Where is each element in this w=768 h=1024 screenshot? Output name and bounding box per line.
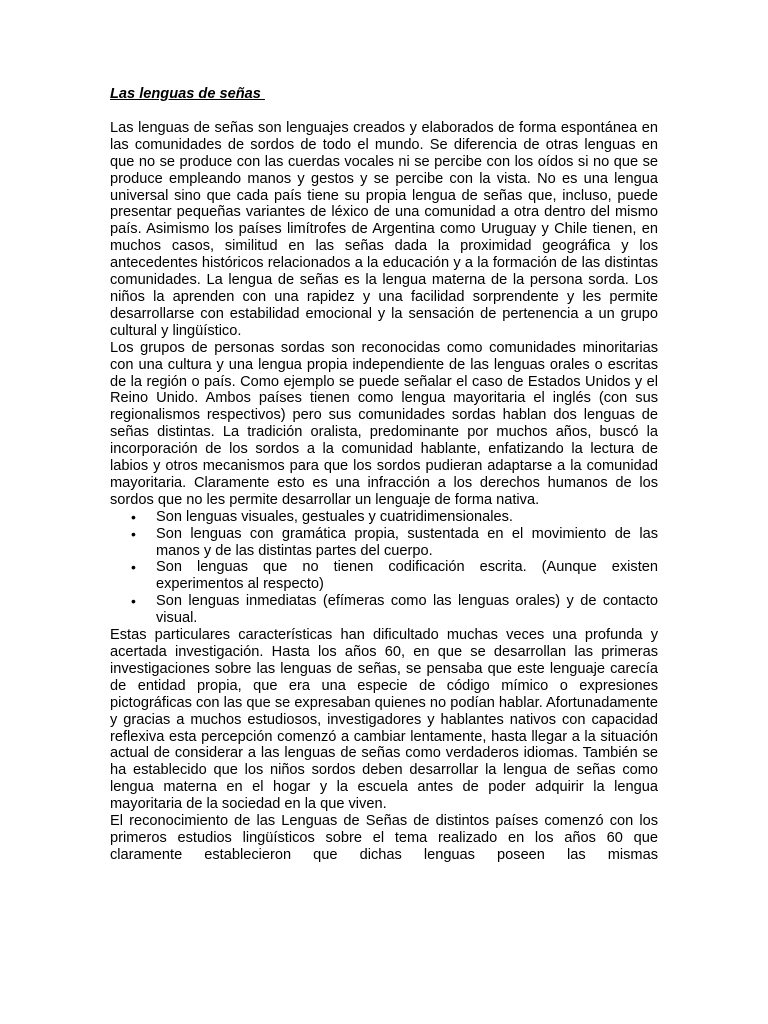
list-item-text: Son lenguas inmediatas (efímeras como las lenguas orales) y de contacto visual.: [156, 593, 658, 627]
bullet-icon: •: [131, 559, 136, 576]
bullet-icon: •: [131, 593, 136, 610]
list-item: [131, 525, 658, 560]
list-item-text: Son lenguas que no tienen codificación escrita. (Aunque existen experimentos al respecto): [156, 559, 658, 593]
list-item: [131, 508, 658, 526]
paragraph-communities: Los grupos de personas sordas son reconocidas como comunidades minoritarias con una cultura y una lengua propia independiente de las lenguas orales o escritas de la región o país. Como ejemplo se puede señalar el caso de Estados Unidos y el Reino Unido. Ambos países tienen como lengua mayoritaria el inglés (con sus regionalismos respectivos) pero sus comunidades sordas hablan dos lenguas de señas distintas. La tradición oralista, predominante por muchos años, buscó la incorporación de los sordos a la comunidad hablante, enfatizando la lectura de labios y otros mecanismos para que los sordos pudieran adaptarse a la comunidad mayoritaria. Claramente esto es una infracción a los derechos humanos de los sordos que no les permite desarrollar un lenguaje de forma nativa.: [110, 339, 658, 508]
paragraph-intro: Las lenguas de señas son lenguajes creados y elaborados de forma espontánea en las comunidades de sordos de todo el mundo. Se diferencia de otras lenguas en que no se produce con las cuerdas vocales ni se percibe con los oídos si no que se produce empleando manos y gestos y se percibe con la vista. No es una lengua universal sino que cada país tiene su propia lengua de señas que, incluso, puede presentar pequeñas variantes de léxico de una comunidad a otra dentro del mismo país. Asimismo los países limítrofes de Argentina como Uruguay y Chile tienen, en muchos casos, similitud en las señas dada la proximidad geográfica y los antecedentes históricos relacionados a la educación y a la formación de las distintas comunidades. La lengua de señas es la lengua materna de la persona sorda. Los niños la aprenden con una rapidez y una facilidad sorprendente y les permite desarrollarse con estabilidad emocional y la sensación de pertenencia a un grupo cultural y lingüístico.: [110, 119, 658, 339]
list-item-text: Son lenguas con gramática propia, sustentada en el movimiento de las manos y de las distintas partes del cuerpo.: [156, 525, 658, 559]
paragraph-research: Estas particulares características han dificultado muchas veces una profunda y acertada investigación. Hasta los años 60, en que se desarrollan las primeras investigaciones sobre las lenguas de señas, se pensaba que este lenguaje carecía de entidad propia, que era una especie de código mímico o expresiones pictográficas con las que se expresaban quienes no podían hablar. Afortunadamente y gracias a muchos estudiosos, investigadores y hablantes nativos con capacidad reflexiva esta percepción comenzó a cambiar lentamente, hasta llegar a la situación actual de considerar a las lenguas de señas como verdaderos idiomas. También se ha establecido que los niños sordos deben desarrollar la lengua de señas como lengua materna en el hogar y la escuela antes de poder adquirir la lengua mayoritaria de la sociedad en la que viven.: [110, 627, 658, 813]
document-page: [110, 86, 658, 864]
list-item-text: Son lenguas visuales, gestuales y cuatridimensionales.: [156, 508, 513, 525]
paragraph-recognition: El reconocimiento de las Lenguas de Señas de distintos países comenzó con los primeros estudios lingüísticos sobre el tema realizado en los años 60 que claramente establecieron que dichas lenguas poseen las mismas: [110, 813, 658, 863]
characteristics-list: [110, 509, 658, 627]
list-item: [131, 559, 658, 593]
list-item: [131, 593, 658, 627]
document-title: Las lenguas de señas: [110, 86, 265, 102]
bullet-icon: •: [131, 525, 136, 542]
bullet-icon: •: [131, 508, 136, 525]
